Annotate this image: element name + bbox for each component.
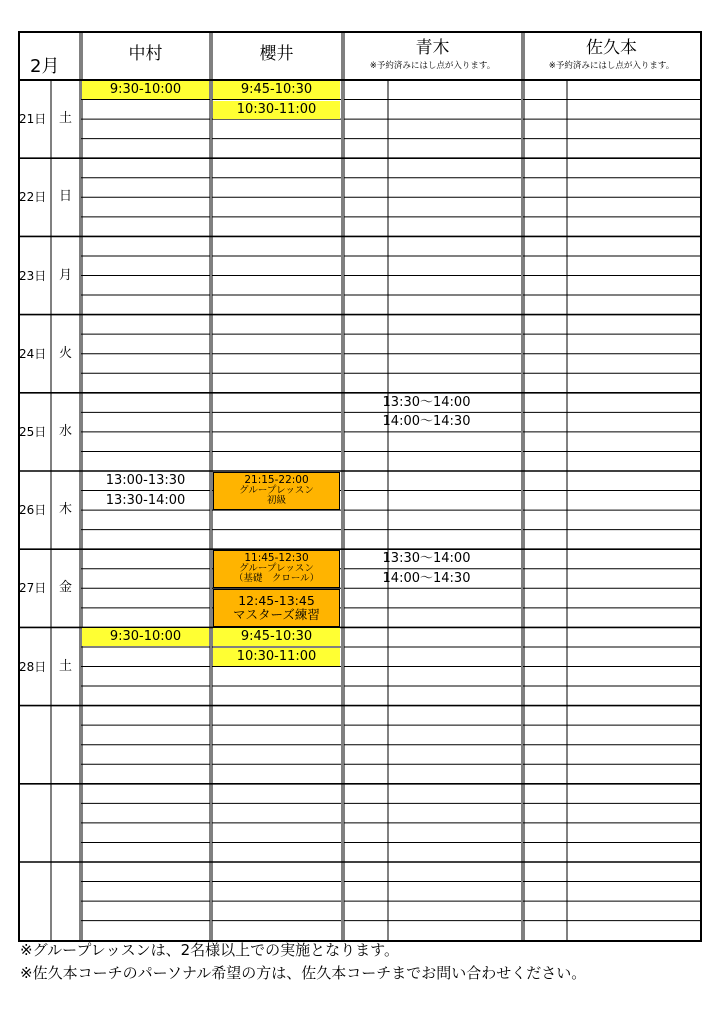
booked-slot [213, 550, 340, 588]
slot-text: 21:15-22:00 [244, 474, 309, 487]
day-number: 21日 [19, 112, 47, 127]
slot-text: 13:30～14:00 [382, 551, 471, 567]
booked-slot [213, 628, 340, 646]
coach-header-aoki: 青木 [415, 38, 450, 58]
day-number: 26日 [19, 503, 47, 518]
reserved-slot [382, 394, 471, 412]
slot-text: 14:00～14:30 [382, 570, 471, 586]
reserved-slot [382, 413, 471, 431]
day-number: 22日 [19, 190, 47, 205]
footer-note-sakumoto: ※佐久本コーチのパーソナル希望の方は、佐久本コーチまでお問い合わせください。 [20, 964, 587, 982]
day-of-week: 月 [58, 267, 72, 283]
reserved-slot [382, 570, 471, 588]
coach-header-sakumoto: 佐久本 [586, 38, 637, 58]
slot-text: 初級 [266, 495, 286, 507]
booked-slot [213, 81, 340, 99]
booked-slot [213, 589, 340, 627]
day-number: 27日 [19, 581, 47, 596]
slot-text: 9:30-10:00 [109, 629, 182, 645]
coach-header-nakamura: 中村 [128, 44, 163, 64]
day-number: 28日 [19, 659, 47, 674]
coach-note-sakumoto: ※予約済みにはし点が入ります。 [548, 61, 675, 71]
coach-header-sakurai: 櫻井 [259, 44, 294, 64]
slot-text: 11:45-12:30 [244, 552, 309, 565]
day-of-week: 火 [58, 345, 72, 361]
slot-text: 9:45-10:30 [240, 629, 313, 645]
slot-text: 13:30～14:00 [382, 394, 471, 410]
booked-slot [82, 81, 209, 99]
reserved-slot [382, 550, 471, 568]
day-of-week: 水 [58, 423, 72, 439]
slot-text: （基礎 クロール） [233, 573, 320, 585]
booked-slot [82, 628, 209, 646]
booked-slot [213, 648, 340, 666]
booked-slot [213, 472, 340, 510]
slot-text: 13:30-14:00 [105, 492, 186, 508]
day-number: 23日 [19, 268, 47, 283]
slot-text: 13:00-13:30 [105, 473, 186, 489]
reserved-slot [82, 472, 209, 490]
slot-text: 14:00～14:30 [382, 414, 471, 430]
coach-note-aoki: ※予約済みにはし点が入ります。 [369, 61, 496, 71]
day-of-week: 金 [58, 580, 72, 596]
day-number: 25日 [19, 424, 47, 439]
day-of-week: 土 [58, 658, 72, 674]
slot-text: 10:30-11:00 [236, 648, 317, 664]
slot-text: グループレッスン [239, 484, 314, 496]
slot-text: 10:30-11:00 [236, 101, 317, 117]
day-number: 24日 [19, 346, 47, 361]
footer-note-group: ※グループレッスンは、2名様以上での実施となります。 [20, 941, 399, 959]
reserved-slot [82, 492, 209, 510]
day-of-week: 日 [58, 189, 72, 205]
slot-text: 12:45-13:45 [238, 593, 315, 609]
booked-slot [213, 101, 340, 119]
day-of-week: 土 [58, 111, 72, 127]
slot-text: グループレッスン [239, 562, 314, 574]
slot-text: 9:30-10:00 [109, 82, 182, 98]
month-label: 2月 [30, 56, 60, 77]
day-of-week: 木 [58, 502, 72, 518]
slot-text: 9:45-10:30 [240, 82, 313, 98]
slot-text: マスターズ練習 [233, 607, 320, 623]
